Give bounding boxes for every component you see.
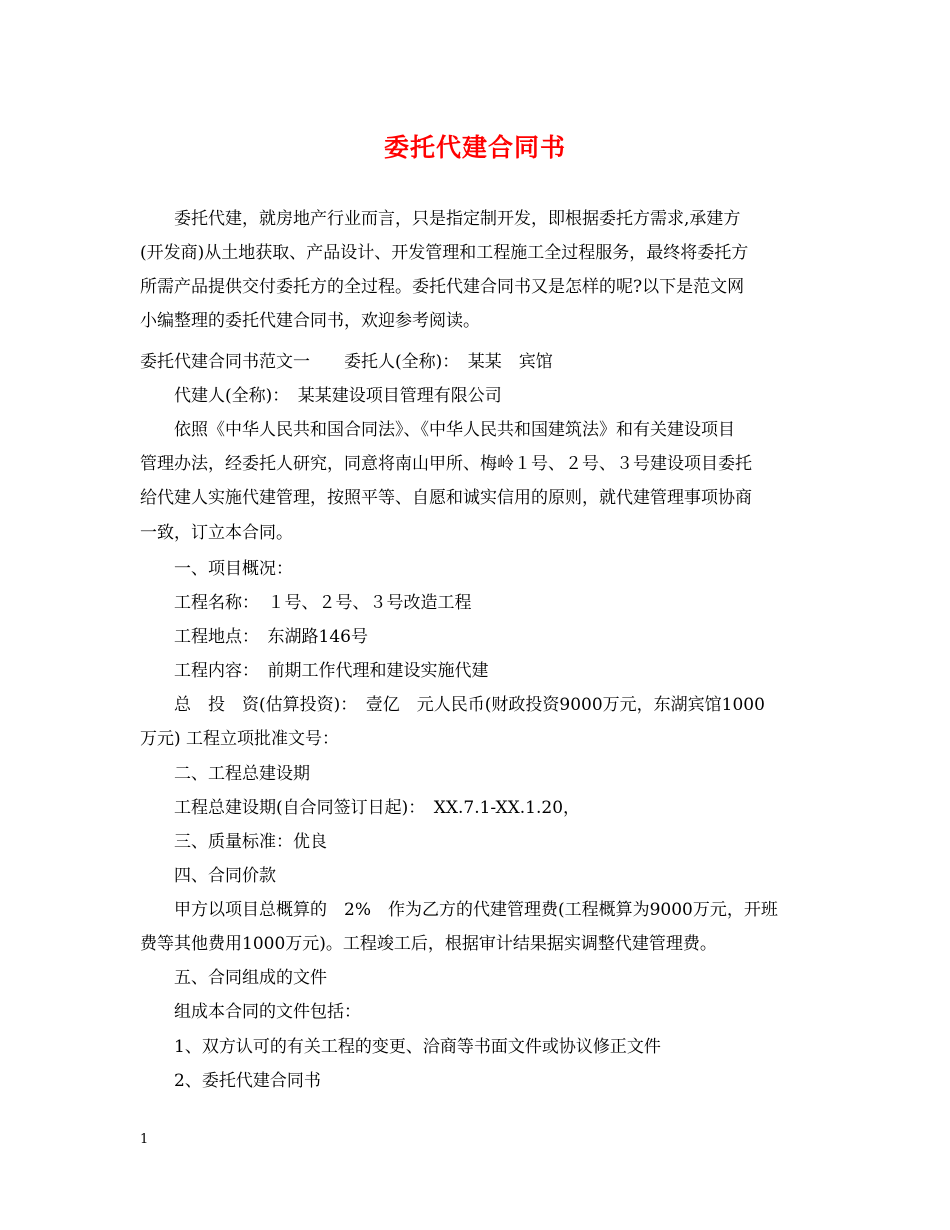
page-number: 1 xyxy=(140,1132,149,1147)
body-line: 依照《中华人民共和国合同法》、《中华人民共和国建筑法》和有关建设项目 xyxy=(140,420,735,440)
section-heading: 一、项目概况： xyxy=(140,559,293,579)
body-line: 管理办法，经委托人研究，同意将南山甲所、梅岭１号、２号、３号建设项目委托 xyxy=(140,454,752,474)
section-heading: 二、工程总建设期 xyxy=(140,764,310,784)
body-line: 小编整理的委托代建合同书，欢迎参考阅读。 xyxy=(140,311,480,331)
body-line: (开发商)从土地获取、产品设计、开发管理和工程施工全过程服务，最终将委托方 xyxy=(140,243,749,263)
section-heading: 三、质量标准：优良 xyxy=(140,832,327,852)
body-line: 委托代建，就房地产行业而言，只是指定制开发，即根据委托方需求,承建方 xyxy=(140,209,741,229)
body-line: 组成本合同的文件包括： xyxy=(140,1002,361,1022)
body-line: 总 投 资(估算投资)： 壹亿 元人民币(财政投资9000万元，东湖宾馆1000 xyxy=(140,695,765,715)
body-line: 委托代建合同书范文一 委托人(全称)： 某某 宾馆 xyxy=(140,352,553,372)
document-title: 委托代建合同书 xyxy=(383,133,566,162)
list-item: 2、委托代建合同书 xyxy=(140,1071,321,1091)
list-item: 1、双方认可的有关工程的变更、洽商等书面文件或协议修正文件 xyxy=(140,1037,661,1057)
body-line: 万元) 工程立项批准文号： xyxy=(140,729,340,749)
body-line: 工程总建设期(自合同签订日起)： XX.7.1-XX.1.20， xyxy=(140,798,581,818)
body-line: 给代建人实施代建管理，按照平等、自愿和诚实信用的原则，就代建管理事项协商 xyxy=(140,488,752,508)
body-line: 所需产品提供交付委托方的全过程。委托代建合同书又是怎样的呢?以下是范文网 xyxy=(140,277,745,297)
body-line: 工程地点： 东湖路146号 xyxy=(140,627,368,647)
section-heading: 五、合同组成的文件 xyxy=(140,968,327,988)
body-line: 一致，订立本合同。 xyxy=(140,523,293,543)
body-line: 代建人(全称)： 某某建设项目管理有限公司 xyxy=(140,386,502,406)
section-heading: 四、合同价款 xyxy=(140,866,276,886)
body-line: 工程内容： 前期工作代理和建设实施代建 xyxy=(140,661,489,681)
body-line: 工程名称： １号、２号、３号改造工程 xyxy=(140,593,472,613)
body-line: 甲方以项目总概算的 2% 作为乙方的代建管理费(工程概算为9000万元，开班 xyxy=(140,900,778,920)
body-line: 费等其他费用1000万元)。工程竣工后，根据审计结果据实调整代建管理费。 xyxy=(140,934,717,954)
